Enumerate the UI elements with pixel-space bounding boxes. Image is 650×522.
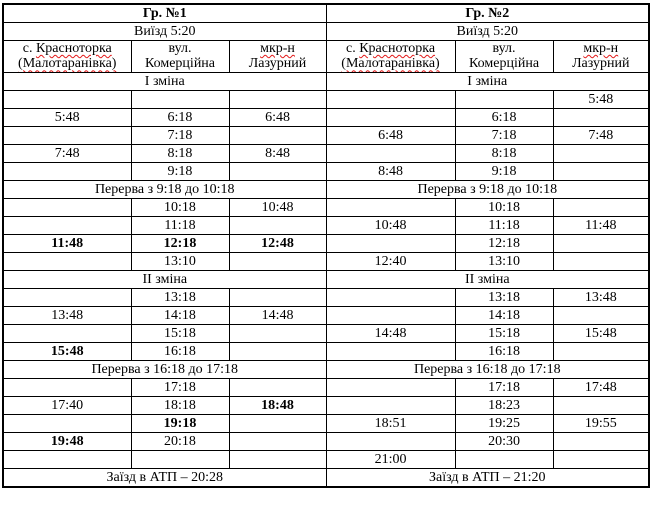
empty-cell <box>326 378 455 396</box>
empty-cell <box>326 144 455 162</box>
break-label: Перерва з 9:18 до 10:18 <box>326 180 649 198</box>
time-cell: 13:10 <box>455 252 553 270</box>
empty-cell <box>229 450 326 468</box>
group-1-departure: Виїзд 5:20 <box>3 23 326 41</box>
break-label: Перерва з 9:18 до 10:18 <box>3 180 326 198</box>
break-row <box>3 360 649 378</box>
empty-cell <box>553 432 649 450</box>
empty-cell <box>326 108 455 126</box>
time-cell: 18:51 <box>326 414 455 432</box>
stop-line1-misspelled: мкр-н <box>583 41 619 56</box>
time-cell: 8:48 <box>326 162 455 180</box>
departure-row <box>3 23 649 41</box>
time-cell: 10:18 <box>131 198 229 216</box>
time-cell: 15:18 <box>131 324 229 342</box>
time-cell: 13:10 <box>131 252 229 270</box>
empty-cell <box>553 306 649 324</box>
empty-cell <box>326 288 455 306</box>
time-cell: 17:18 <box>131 378 229 396</box>
time-cell: 19:55 <box>553 414 649 432</box>
times-row <box>3 234 649 252</box>
time-cell: 14:48 <box>229 306 326 324</box>
stop-line1-misspelled: мкр-н <box>260 41 295 56</box>
times-row <box>3 162 649 180</box>
time-cell: 16:18 <box>131 342 229 360</box>
empty-cell <box>3 288 131 306</box>
empty-cell <box>553 108 649 126</box>
time-cell: 8:18 <box>131 144 229 162</box>
empty-cell <box>326 342 455 360</box>
time-cell: 14:18 <box>455 306 553 324</box>
empty-cell <box>553 252 649 270</box>
time-cell: 6:18 <box>455 108 553 126</box>
time-cell: 9:18 <box>455 162 553 180</box>
time-cell: 14:48 <box>326 324 455 342</box>
time-cell: 21:00 <box>326 450 455 468</box>
time-cell: 7:48 <box>3 144 131 162</box>
time-cell: 8:48 <box>229 144 326 162</box>
stop-header-lazurnyi-1 <box>229 41 326 73</box>
stop-header-komertsiina-2 <box>455 41 553 73</box>
empty-cell <box>229 432 326 450</box>
times-row <box>3 90 649 108</box>
empty-cell <box>3 324 131 342</box>
time-cell: 18:23 <box>455 396 553 414</box>
empty-cell <box>3 216 131 234</box>
arrival-row <box>3 468 649 487</box>
times-row <box>3 216 649 234</box>
stop-name-misspelled: Красноторка <box>359 41 436 56</box>
time-cell: 11:48 <box>553 216 649 234</box>
label-row <box>3 72 649 90</box>
time-cell: 19:48 <box>3 432 131 450</box>
empty-cell <box>326 396 455 414</box>
time-cell: 7:18 <box>131 126 229 144</box>
break-row <box>3 180 649 198</box>
empty-cell <box>326 198 455 216</box>
empty-cell <box>326 306 455 324</box>
empty-cell <box>3 126 131 144</box>
time-cell: 18:48 <box>229 396 326 414</box>
empty-cell <box>326 90 455 108</box>
time-cell: 20:30 <box>455 432 553 450</box>
times-row <box>3 288 649 306</box>
bus-timetable <box>2 3 650 488</box>
stop-header-komertsiina-1 <box>131 41 229 73</box>
time-cell: 5:48 <box>553 90 649 108</box>
time-cell: 13:18 <box>131 288 229 306</box>
time-cell: 12:18 <box>455 234 553 252</box>
empty-cell <box>455 90 553 108</box>
time-cell: 13:48 <box>553 288 649 306</box>
empty-cell <box>553 342 649 360</box>
time-cell: 13:18 <box>455 288 553 306</box>
time-cell: 15:48 <box>553 324 649 342</box>
empty-cell <box>3 90 131 108</box>
stop-altname-misspelled: (Малотаранівка) <box>341 56 440 72</box>
empty-cell <box>131 90 229 108</box>
stop-header-lazurnyi-2 <box>553 41 649 73</box>
time-cell: 12:40 <box>326 252 455 270</box>
time-cell: 17:48 <box>553 378 649 396</box>
times-row <box>3 126 649 144</box>
stop-prefix: с. <box>22 41 36 56</box>
group-title-row <box>3 4 649 23</box>
shift-label: І зміна <box>326 72 649 90</box>
times-row <box>3 306 649 324</box>
times-row <box>3 378 649 396</box>
empty-cell <box>229 216 326 234</box>
empty-cell <box>326 432 455 450</box>
time-cell: 10:48 <box>229 198 326 216</box>
empty-cell <box>3 414 131 432</box>
times-row <box>3 432 649 450</box>
time-cell: 11:18 <box>131 216 229 234</box>
empty-cell <box>229 288 326 306</box>
stop-header-krasnotorka-2 <box>326 41 455 73</box>
empty-cell <box>229 252 326 270</box>
group-2-departure: Виїзд 5:20 <box>326 23 649 41</box>
shift-label: ІІ зміна <box>3 270 326 288</box>
stop-line2: Лазурний <box>572 56 630 72</box>
time-cell: 16:18 <box>455 342 553 360</box>
empty-cell <box>131 450 229 468</box>
times-row <box>3 450 649 468</box>
time-cell: 12:48 <box>229 234 326 252</box>
empty-cell <box>229 414 326 432</box>
time-cell: 6:48 <box>326 126 455 144</box>
schedule-body <box>3 72 649 487</box>
times-row <box>3 324 649 342</box>
time-cell: 19:18 <box>131 414 229 432</box>
time-cell: 13:48 <box>3 306 131 324</box>
stop-line2: Комерційна <box>144 56 216 72</box>
time-cell: 20:18 <box>131 432 229 450</box>
time-cell: 5:48 <box>3 108 131 126</box>
time-cell: 10:48 <box>326 216 455 234</box>
empty-cell <box>326 234 455 252</box>
empty-cell <box>3 162 131 180</box>
stop-prefix: с. <box>346 41 360 56</box>
time-cell: 11:18 <box>455 216 553 234</box>
label-row <box>3 270 649 288</box>
stop-line1: вул. <box>492 41 516 56</box>
time-cell: 7:18 <box>455 126 553 144</box>
time-cell: 17:40 <box>3 396 131 414</box>
empty-cell <box>3 450 131 468</box>
times-row <box>3 396 649 414</box>
empty-cell <box>553 162 649 180</box>
times-row <box>3 108 649 126</box>
empty-cell <box>553 396 649 414</box>
empty-cell <box>3 252 131 270</box>
empty-cell <box>229 378 326 396</box>
empty-cell <box>229 342 326 360</box>
empty-cell <box>553 144 649 162</box>
times-row <box>3 144 649 162</box>
time-cell: 17:18 <box>455 378 553 396</box>
stop-line2: Лазурний <box>248 56 307 72</box>
empty-cell <box>553 198 649 216</box>
time-cell: 9:18 <box>131 162 229 180</box>
empty-cell <box>553 234 649 252</box>
empty-cell <box>229 90 326 108</box>
stop-line1: вул. <box>168 41 192 56</box>
time-cell: 10:18 <box>455 198 553 216</box>
empty-cell <box>229 324 326 342</box>
time-cell: 6:18 <box>131 108 229 126</box>
stop-altname-misspelled: (Малотаранівка) <box>18 56 117 72</box>
group-1-title: Гр. №1 <box>3 4 326 23</box>
empty-cell <box>3 198 131 216</box>
stop-header-row <box>3 41 649 73</box>
times-row <box>3 252 649 270</box>
time-cell: 19:25 <box>455 414 553 432</box>
time-cell: 7:48 <box>553 126 649 144</box>
group-2-title: Гр. №2 <box>326 4 649 23</box>
time-cell: 6:48 <box>229 108 326 126</box>
arrival-label: Заїзд в АТП – 20:28 <box>3 468 326 487</box>
empty-cell <box>3 378 131 396</box>
times-row <box>3 198 649 216</box>
time-cell: 14:18 <box>131 306 229 324</box>
empty-cell <box>455 450 553 468</box>
arrival-label: Заїзд в АТП – 21:20 <box>326 468 649 487</box>
stop-line2: Комерційна <box>469 56 540 72</box>
stop-header-krasnotorka-1 <box>3 41 131 73</box>
time-cell: 15:48 <box>3 342 131 360</box>
times-row <box>3 342 649 360</box>
empty-cell <box>229 126 326 144</box>
break-label: Перерва з 16:18 до 17:18 <box>3 360 326 378</box>
time-cell: 11:48 <box>3 234 131 252</box>
empty-cell <box>229 162 326 180</box>
stop-name-misspelled: Красноторка <box>35 41 112 56</box>
shift-label: ІІ зміна <box>326 270 649 288</box>
time-cell: 12:18 <box>131 234 229 252</box>
time-cell: 8:18 <box>455 144 553 162</box>
shift-label: І зміна <box>3 72 326 90</box>
break-label: Перерва з 16:18 до 17:18 <box>326 360 649 378</box>
empty-cell <box>553 450 649 468</box>
time-cell: 15:18 <box>455 324 553 342</box>
times-row <box>3 414 649 432</box>
time-cell: 18:18 <box>131 396 229 414</box>
